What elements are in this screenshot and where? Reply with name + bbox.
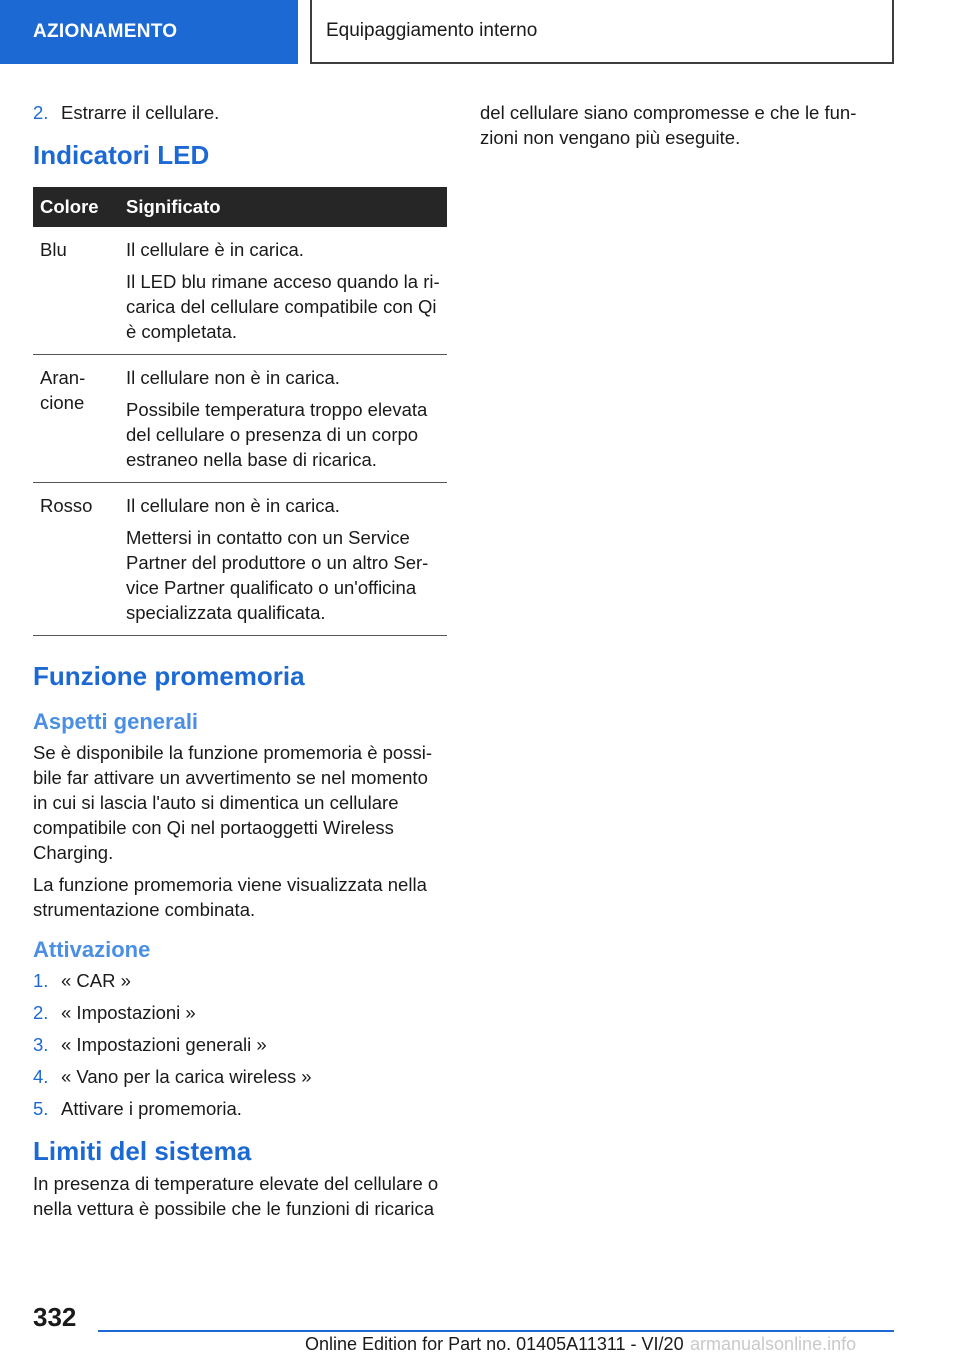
- step-text: « Impostazioni generali »: [61, 1034, 267, 1055]
- led-table: [33, 187, 447, 636]
- led-meaning-cell: [112, 483, 447, 636]
- step-number: 1.: [33, 970, 49, 991]
- left-column: [33, 100, 447, 1221]
- led-color-cell: Aran-cione: [33, 355, 112, 483]
- activation-heading: Attivazione: [33, 937, 151, 962]
- limits-paragraph: In presenza di temperature elevate del cellulare o nella vettura è possibile che le funzioni di ricarica: [33, 1173, 439, 1219]
- intro-step: [33, 100, 447, 125]
- reminder-heading: Funzione promemoria: [33, 661, 305, 691]
- step-text: « CAR »: [61, 970, 131, 991]
- watermark-logo: armanualsonline.info: [690, 1334, 857, 1354]
- table-row: [33, 483, 447, 636]
- step-number: 3.: [33, 1034, 49, 1055]
- step-number: 2.: [33, 102, 49, 123]
- step-number: 2.: [33, 1002, 49, 1023]
- meaning-line: Il LED blu rimane acceso quando la ri-carica del cellulare compatibile con Qi è completata.: [126, 271, 440, 342]
- right-column: [480, 100, 870, 150]
- led-color-cell: Blu: [33, 227, 112, 355]
- chapter-tab: [310, 0, 894, 64]
- step-text: Attivare i promemoria.: [61, 1098, 242, 1119]
- led-color-cell: Rosso: [33, 483, 112, 636]
- led-meaning-cell: [112, 227, 447, 355]
- table-header-color: Colore: [33, 187, 112, 227]
- step-number: 4.: [33, 1066, 49, 1087]
- table-header-meaning: Significato: [112, 187, 447, 227]
- meaning-line: Il cellulare è in carica.: [126, 239, 304, 260]
- section-title: AZIONAMENTO: [33, 21, 178, 42]
- activation-step: [33, 968, 447, 993]
- table-row: [33, 227, 447, 355]
- activation-step: [33, 1064, 447, 1089]
- continuation-paragraph: del cellulare siano compromesse e che le fun-zioni non vengano più eseguite.: [480, 102, 857, 148]
- general-paragraph: La funzione promemoria viene visualizzata nella strumentazione combinata.: [33, 874, 427, 920]
- section-tab: [0, 0, 298, 64]
- step-text: « Vano per la carica wireless »: [61, 1066, 312, 1087]
- step-number: 5.: [33, 1098, 49, 1119]
- activation-step: [33, 1000, 447, 1025]
- general-heading: Aspetti generali: [33, 709, 199, 734]
- table-row: [33, 355, 447, 483]
- meaning-line: Il cellulare non è in carica.: [126, 495, 340, 516]
- led-heading: Indicatori LED: [33, 140, 210, 170]
- activation-step: [33, 1032, 447, 1057]
- general-paragraph: Se è disponibile la funzione promemoria è possi-bile far attivare un avvertimento se nel momento in cui si lascia l'auto si dimentica un cellulare compatibile con Qi nel portaoggetti Wireless Charging.: [33, 742, 432, 863]
- activation-step: [33, 1096, 447, 1121]
- edition-note: Online Edition for Part no. 01405A11311 - VI/20: [305, 1334, 684, 1354]
- chapter-title: Equipaggiamento interno: [326, 20, 538, 41]
- led-meaning-cell: [112, 355, 447, 483]
- meaning-line: Mettersi in contatto con un Service Partner del produttore o un altro Ser-vice Partner qualificato o un'officina specializzata qualificata.: [126, 527, 429, 623]
- table-header-row: [33, 187, 447, 227]
- step-text: Estrarre il cellulare.: [61, 102, 220, 123]
- footer-divider: [98, 1330, 894, 1332]
- meaning-line: Possibile temperatura troppo elevata del cellulare o presenza di un corpo estraneo nella base di ricarica.: [126, 399, 428, 470]
- step-text: « Impostazioni »: [61, 1002, 196, 1023]
- page-number: 332: [33, 1302, 77, 1332]
- meaning-line: Il cellulare non è in carica.: [126, 367, 340, 388]
- limits-heading: Limiti del sistema: [33, 1136, 252, 1166]
